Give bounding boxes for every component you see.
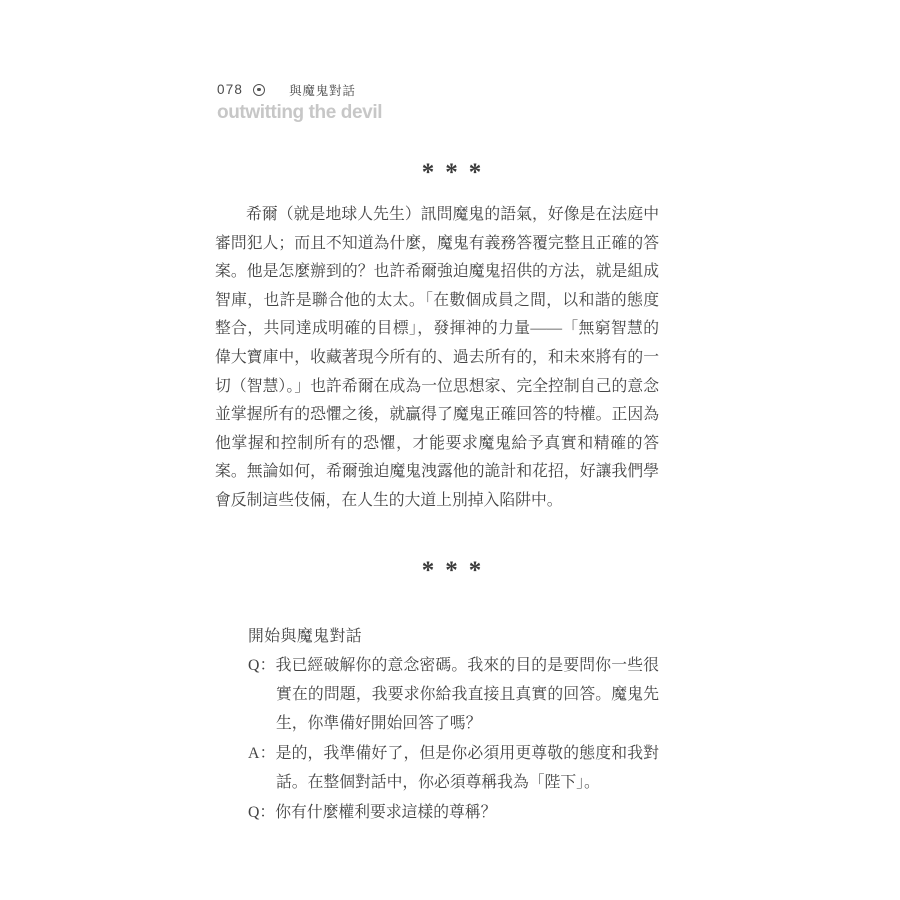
star-separator-top: ***	[421, 159, 493, 186]
speaker-colon: ：	[259, 803, 276, 821]
speaker-label: Q	[248, 803, 260, 821]
page-content	[215, 158, 659, 827]
page-header	[217, 82, 382, 124]
dialogue-item-question-1	[248, 651, 659, 739]
dialogue-item-question-2	[248, 798, 659, 827]
speaker-label: A	[248, 744, 260, 762]
running-head	[217, 82, 382, 97]
star-separator-middle: ***	[421, 556, 493, 584]
dialogue-heading: 開始與魔鬼對話	[248, 627, 363, 645]
book-title-english: outwitting the devil	[217, 102, 383, 123]
book-title-chinese: 與魔鬼對話	[289, 83, 356, 98]
dialogue-section	[248, 622, 659, 827]
circled-dot-icon	[253, 84, 265, 96]
dialogue-item-answer-1	[248, 739, 659, 798]
circled-dot-icon-center	[257, 88, 261, 92]
dialogue-text: 你有什麼權利要求這樣的尊稱？	[275, 803, 497, 821]
dialogue-text: 我已經破解你的意念密碼。我來的目的是要問你一些很實在的問題，我要求你給我直接且真實的回答。魔鬼先生，你準備好開始回答了嗎？	[275, 656, 659, 733]
speaker-colon: ：	[259, 656, 276, 674]
speaker-colon: ：	[259, 744, 276, 762]
page-number: 078	[217, 82, 244, 97]
intro-paragraph: 希爾（就是地球人先生）訊問魔鬼的語氣，好像是在法庭中審問犯人；而且不知道為什麼，魔鬼有義務答覆完整且正確的答案。他是怎麼辦到的？也許希爾強迫魔鬼招供的方法，就是組成智庫，也許是聯合他的太太。「在數個成員之間，以和諧的態度整合，共同達成明確的目標」，發揮神的力量——「無窮智慧的偉大寶庫中，收藏著現今所有的、過去所有的，和未來將有的一切（智慧）。」也許希爾在成為一位思想家、完全控制自己的意念並掌握所有的恐懼之後，就贏得了魔鬼正確回答的特權。正因為他掌握和控制所有的恐懼，才能要求魔鬼給予真實和精確的答案。無論如何，希爾強迫魔鬼洩露他的詭計和花招，好讓我們學會反制這些伎倆，在人生的大道上別掉入陷阱中。	[215, 206, 659, 509]
speaker-label: Q	[248, 656, 260, 674]
dialogue-text: 是的，我準備好了，但是你必須用更尊敬的態度和我對話。在整個對話中，你必須尊稱我為「陛下」。	[275, 744, 659, 792]
